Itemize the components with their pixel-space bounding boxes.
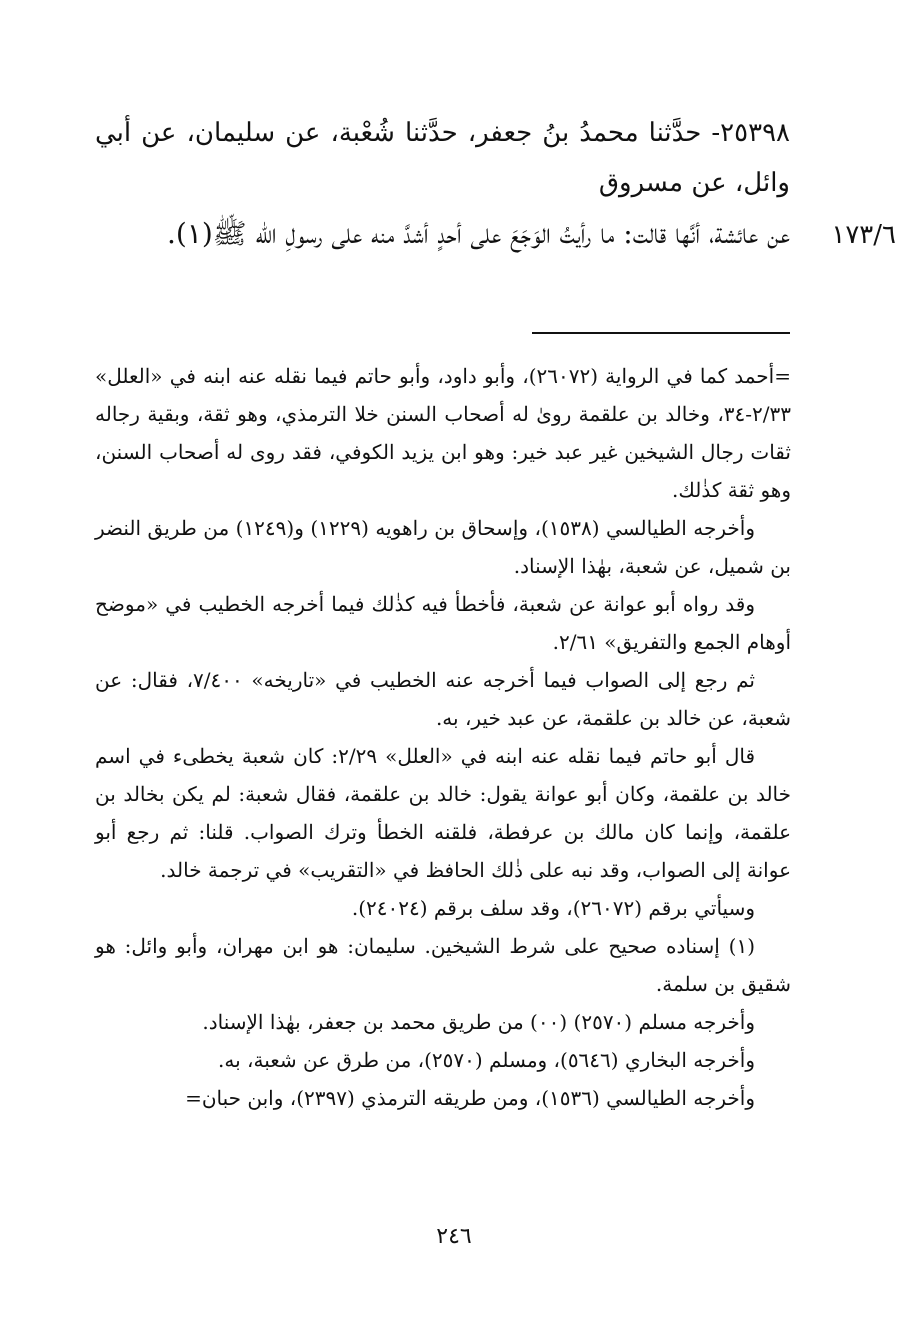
margin-volume-page-reference: ١٧٣/٦ xyxy=(831,220,896,250)
footnote-paragraph: وأخرجه الطيالسي (١٥٣٨)، وإسحاق بن راهويه (١٢٢٩) و(١٢٤٩) من طريق النضر بن شميل، عن شعبة، بهٰذا الإسناد. xyxy=(95,516,791,578)
footnote-paragraph: وأخرجه مسلم (٢٥٧٠) (٠٠) من طريق محمد بن جعفر، بهٰذا الإسناد. xyxy=(202,1010,755,1034)
footnote-paragraph: وأخرجه الطيالسي (١٥٣٦)، ومن طريقه الترمذي (٢٣٩٧)، وابن حبان= xyxy=(185,1086,755,1110)
hadith-isnad: ٢٥٣٩٨- حدَّثنا محمدُ بنُ جعفر، حدَّثنا شُعْبة، عن سليمان، عن أبي وائل، عن مسروق xyxy=(95,118,790,198)
footnote-1: (١) إسناده صحيح على شرط الشيخين. سليمان: هو ابن مهران، وأبو وائل: هو شقيق بن سلمة. xyxy=(95,934,791,996)
footnote-paragraph: وسيأتي برقم (٢٦٠٧٢)، وقد سلف برقم (٢٤٠٢٤). xyxy=(351,896,755,920)
footnote-paragraph: وقد رواه أبو عوانة عن شعبة، فأخطأ فيه كذٰلك فيما أخرجه الخطيب في «موضح أوهام الجمع والتفريق» ٢/٦١. xyxy=(95,592,791,654)
footnote-paragraph: قال أبو حاتم فيما نقله عنه ابنه في «العلل» ٢/٢٩: كان شعبة يخطىء في اسم خالد بن علقمة، وكان أبو عوانة يقول: خالد بن علقمة، فقال شعبة: لم يكن بخالد بن علقمة، وإنما كان مالك بن عرفطة، فلقنه الخطأ وترك الصواب. قلنا: ثم رجع أبو عوانة إلى الصواب، وقد نبه على ذٰلك الحافظ في «التقريب» في ترجمة خالد. xyxy=(95,744,791,882)
footnotes-block xyxy=(95,357,791,1117)
page-number: ٢٤٦ xyxy=(436,1224,472,1249)
footnote-paragraph: =أحمد كما في الرواية (٢٦٠٧٢)، وأبو داود، وأبو حاتم فيما نقله عنه ابنه في «العلل» ٢/٣٣-٣٤، وخالد بن علقمة روىٰ له أصحاب السنن خلا الترمذي، وهو ثقة، وبقية رجاله ثقات رجال الشيخين غير عبد خير: وهو ابن يزيد الكوفي، فقد روى له أصحاب السنن، وهو ثقة كذٰلك. xyxy=(95,364,791,502)
footnote-paragraph: ثم رجع إلى الصواب فيما أخرجه عنه الخطيب في «تاريخه» ٧/٤٠٠، فقال: عن شعبة، عن خالد بن علقمة، عن عبد خير، به. xyxy=(95,668,791,730)
footnote-paragraph: وأخرجه البخاري (٥٦٤٦)، ومسلم (٢٥٧٠)، من طرق عن شعبة، به. xyxy=(218,1048,755,1072)
hadith-matn: عن عائشة، أنَّها قالت: ما رأيتُ الوَجَعَ على أحدٍ أشدَّ منه على رسولِ الله ﷺ(١). xyxy=(166,217,790,250)
footnote-separator-rule xyxy=(532,332,790,334)
